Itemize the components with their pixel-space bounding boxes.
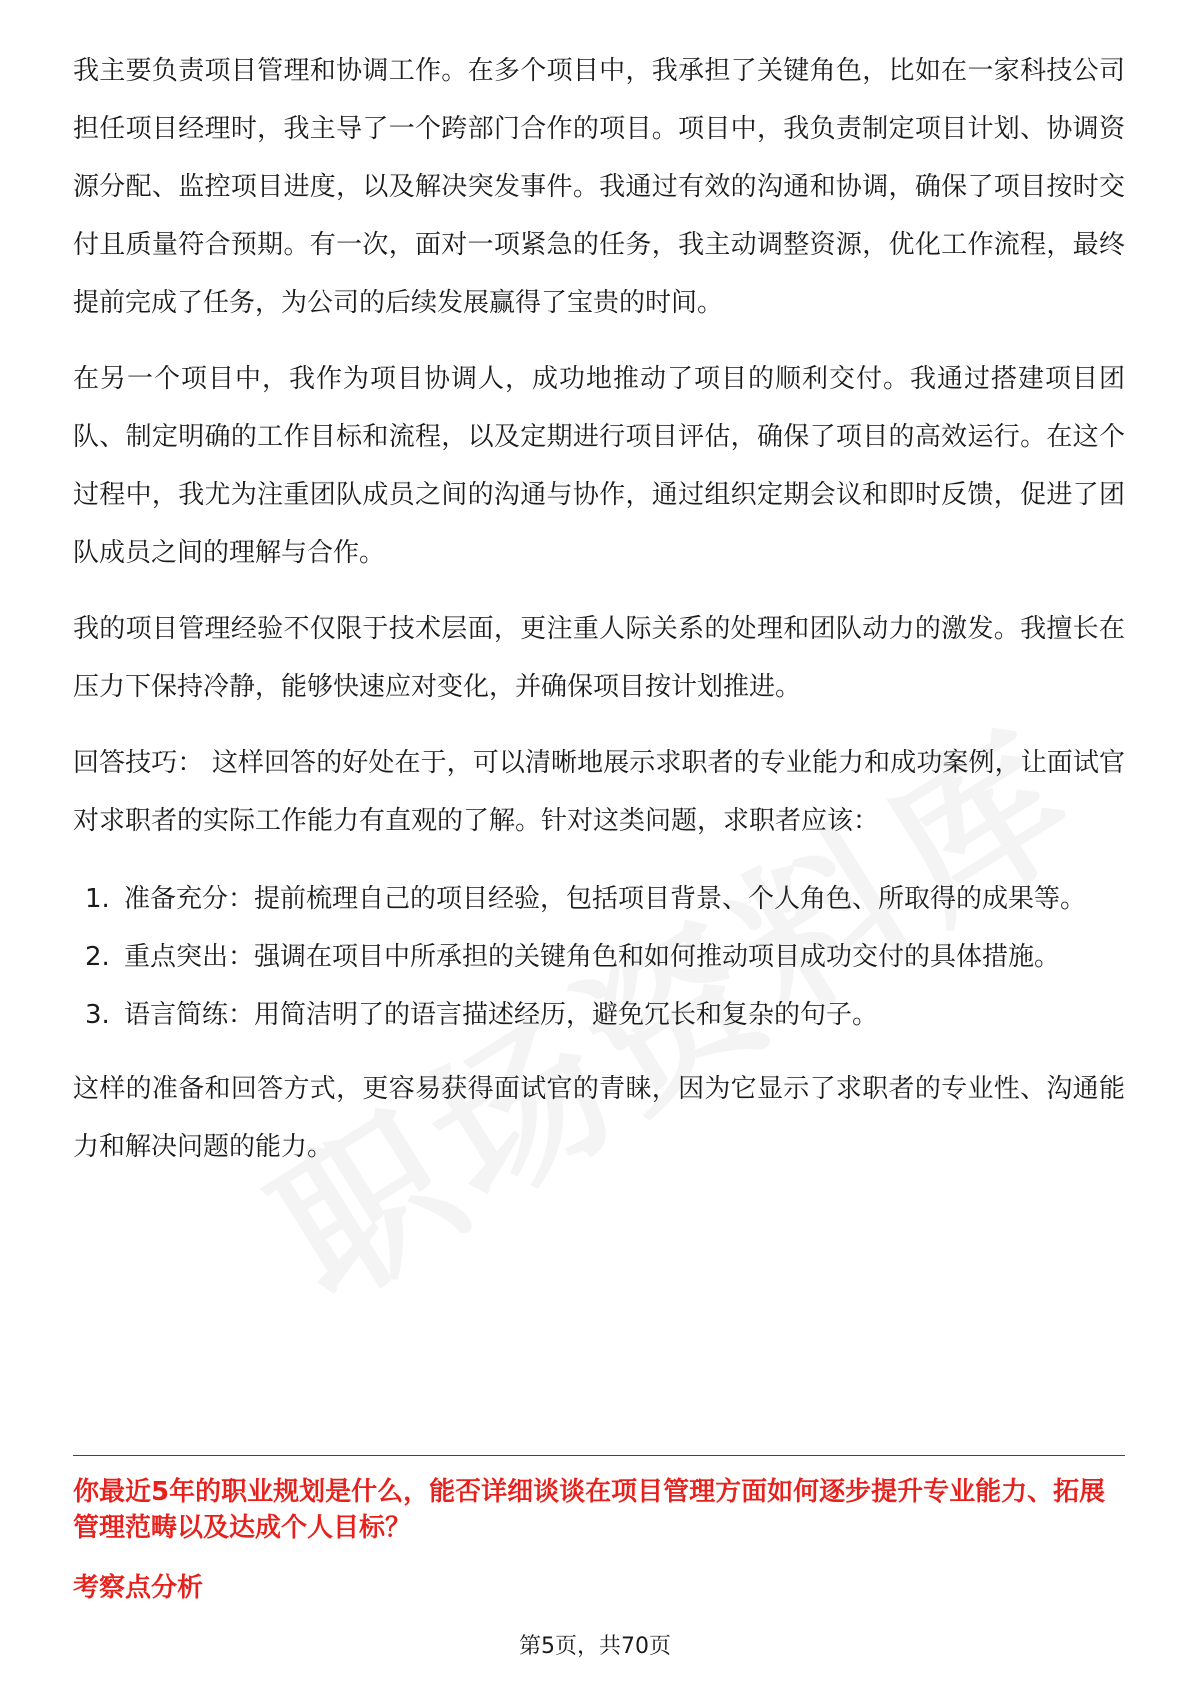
list-item bbox=[73, 986, 1125, 1044]
section-heading: 考察点分析 bbox=[73, 1573, 204, 1603]
paragraph-3: 我的项目管理经验不仅限于技术层面，更注重人际关系的处理和团队动力的激发。我擅长在压力下保持冷静，能够快速应对变化，并确保项目按计划推进。 bbox=[73, 614, 1125, 702]
paragraph-1: 我主要负责项目管理和协调工作。在多个项目中，我承担了关键角色，比如在一家科技公司担任项目经理时，我主导了一个跨部门合作的项目。项目中，我负责制定项目计划、协调资源分配、监控项目进度，以及解决突发事件。我通过有效的沟通和协调，确保了项目按时交付且质量符合预期。有一次，面对一项紧急的任务，我主动调整资源，优化工作流程，最终提前完成了任务，为公司的后续发展赢得了宝贵的时间。 bbox=[73, 56, 1125, 318]
answer-tips: 回答技巧： 这样回答的好处在于，可以清晰地展示求职者的专业能力和成功案例，让面试官对求职者的实际工作能力有直观的了解。针对这类问题，求职者应该： bbox=[73, 748, 1125, 836]
list-item-text: 语言简练：用简洁明了的语言描述经历，避免冗长和复杂的句子。 bbox=[124, 1000, 879, 1030]
section-divider bbox=[73, 1455, 1125, 1456]
list-item-number: 1. bbox=[85, 884, 110, 914]
closing-paragraph: 这样的准备和回答方式，更容易获得面试官的青睐，因为它显示了求职者的专业性、沟通能力和解决问题的能力。 bbox=[73, 1074, 1125, 1162]
list-item-number: 3. bbox=[85, 1000, 110, 1030]
list-item-text: 准备充分：提前梳理自己的项目经验，包括项目背景、个人角色、所取得的成果等。 bbox=[124, 884, 1087, 914]
list-item bbox=[73, 928, 1125, 986]
list-item bbox=[73, 870, 1125, 928]
list-item-text: 重点突出：强调在项目中所承担的关键角色和如何推动项目成功交付的具体措施。 bbox=[124, 942, 1061, 972]
list-item-number: 2. bbox=[85, 942, 110, 972]
paragraph-2: 在另一个项目中，我作为项目协调人，成功地推动了项目的顺利交付。我通过搭建项目团队、制定明确的工作目标和流程，以及定期进行项目评估，确保了项目的高效运行。在这个过程中，我尤为注重团队成员之间的沟通与协作，通过组织定期会议和即时反馈，促进了团队成员之间的理解与合作。 bbox=[73, 364, 1125, 568]
tips-list bbox=[73, 870, 1125, 1044]
page-number-footer: 第5页，共70页 bbox=[519, 1634, 671, 1659]
document-body bbox=[73, 42, 1125, 1194]
next-question-heading: 你最近5年的职业规划是什么，能否详细谈谈在项目管理方面如何逐步提升专业能力、拓展管理范畴以及达成个人目标？ bbox=[73, 1477, 1106, 1543]
